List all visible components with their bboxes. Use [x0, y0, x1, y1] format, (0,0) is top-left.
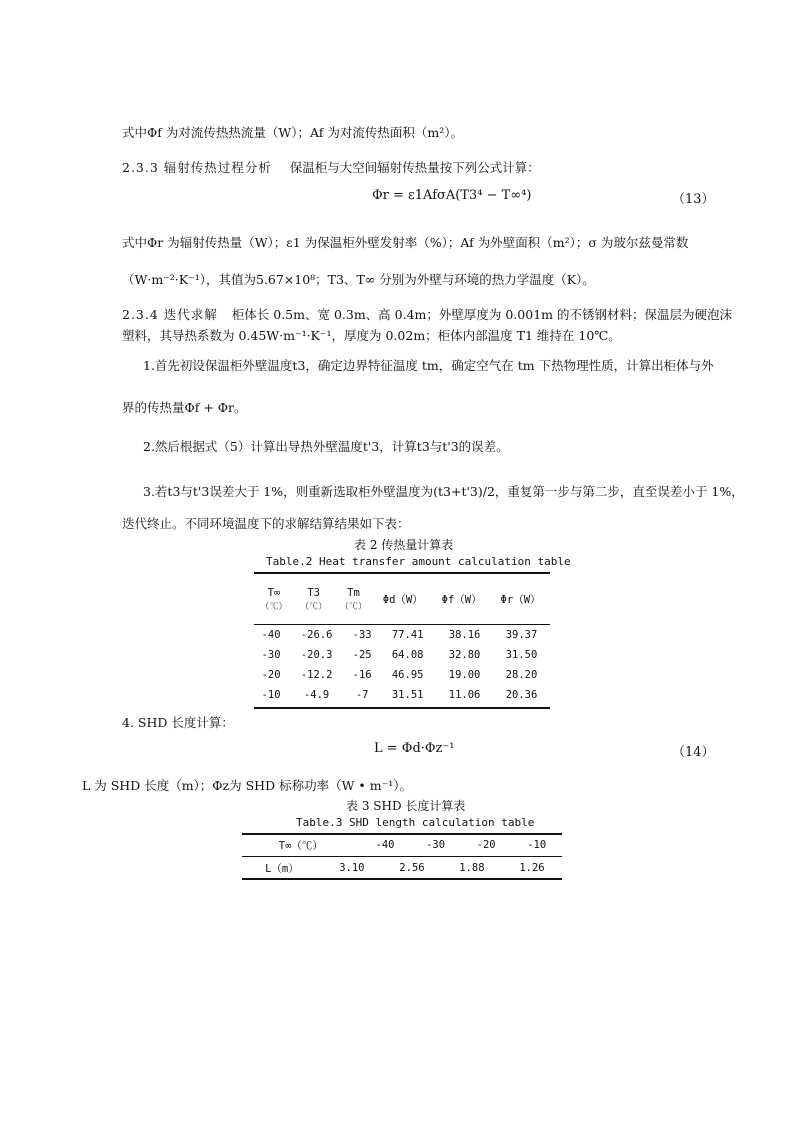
table-row	[254, 625, 550, 645]
table-cell: L（m）	[265, 862, 299, 875]
table-cell: -33	[352, 629, 372, 641]
table-3-mid-rule	[242, 856, 562, 857]
table-cell: 2.56	[399, 862, 425, 874]
table-cell: -25	[352, 649, 372, 661]
table-2-body	[254, 625, 550, 705]
table-header-row	[242, 835, 562, 855]
section-2-3-4-line2: 塑料，其导热系数为 0.45W·m⁻¹·K⁻¹，厚度为 0.02m；柜体内部温度 T1 维持在 10℃。	[122, 328, 621, 343]
section-text: 保温柜与大空间辐射传热量按下列公式计算：	[289, 160, 540, 175]
equation-14: L = Φd·Φz⁻¹	[374, 741, 455, 756]
step-3: 3.若t3与t'3误差大于 1%，则重新选取柜外壁温度为(t3+t'3)/2，重复第一步与第二步，直至误差小于 1%，	[143, 484, 744, 499]
table-cell: 38.16	[448, 629, 481, 641]
convection-definition: 式中Φf 为对流传热热流量（W）；Af 为对流传热面积（m²）。	[122, 125, 463, 140]
equation-13: Φr = ε1AfσA(T3⁴ − T∞⁴)	[372, 188, 532, 203]
table-cell: 1.26	[519, 862, 545, 874]
table-cell: -20.3	[300, 649, 333, 661]
table-cell: -40	[375, 839, 395, 851]
table-3-bottom-rule	[242, 878, 562, 880]
col-header: Φf（W）	[441, 593, 482, 606]
table-3-body	[242, 858, 562, 878]
table-2	[254, 576, 550, 622]
table-3-caption-en: Table.3 SHD length calculation table	[296, 816, 535, 829]
col-header: T∞ （℃）	[260, 586, 288, 612]
table-cell: 64.08	[391, 649, 424, 661]
table-cell: 28.20	[505, 669, 538, 681]
table-cell: -30	[426, 839, 446, 851]
table-2-top-rule	[254, 572, 550, 574]
radiation-definition-1: 式中Φr 为辐射传热量（W）；ε1 为保温柜外壁发射率（%）；Af 为外壁面积（m²）；σ 为玻尔兹曼常数	[122, 235, 689, 250]
table-row	[254, 665, 550, 685]
table-cell: 3.10	[339, 862, 365, 874]
equation-13-number: （13）	[672, 192, 715, 207]
table-cell: -30	[261, 649, 281, 661]
table-cell: -20	[261, 669, 281, 681]
section-2-3-4	[122, 305, 732, 323]
table-cell: -4.9	[303, 689, 330, 701]
table-cell: -16	[352, 669, 372, 681]
table-cell: -12.2	[300, 669, 333, 681]
col-header: T3 （℃）	[300, 586, 328, 612]
table-row	[254, 685, 550, 705]
table-row	[254, 645, 550, 665]
table-2-bottom-rule	[254, 707, 550, 709]
table-cell: -10	[527, 839, 547, 851]
col-header: Φr（W）	[500, 593, 541, 606]
shd-length-definition: L 为 SHD 长度（m）；Φz为 SHD 标称功率（W • m⁻¹）。	[82, 778, 412, 793]
table-cell: 77.41	[391, 629, 424, 641]
step-1: 1.首先初设保温柜外壁温度t3，确定边界特征温度 tm，确定空气在 tm 下热物理性质，计算出柜体与外	[143, 358, 714, 373]
table-cell: 31.51	[391, 689, 424, 701]
col-header: Φd（W）	[382, 593, 423, 606]
table-cell: 46.95	[391, 669, 424, 681]
section-heading: 2.3.4 迭代求解	[122, 307, 218, 322]
table-cell: -20	[476, 839, 496, 851]
step-3-cont: 迭代终止。不同环境温度下的求解结算结果如下表：	[122, 516, 410, 531]
table-cell: 20.36	[505, 689, 538, 701]
table-header-row	[254, 576, 550, 622]
table-cell: 19.00	[448, 669, 481, 681]
table-cell: 32.80	[448, 649, 481, 661]
table-cell: -7	[355, 689, 369, 701]
radiation-definition-2: （W·m⁻²·K⁻¹），其值为5.67×10⁸；T3、T∞ 分别为外壁与环境的热力学温度（K）。	[122, 272, 595, 287]
table-cell: -10	[261, 689, 281, 701]
table-cell: 39.37	[505, 629, 538, 641]
table-cell: 11.06	[448, 689, 481, 701]
table-cell: T∞（℃）	[278, 839, 323, 852]
step-2: 2.然后根据式（5）计算出导热外壁温度t'3，计算t3与t'3的误差。	[143, 439, 509, 454]
table-cell: -26.6	[300, 629, 333, 641]
table-cell: -40	[261, 629, 281, 641]
step-4: 4. SHD 长度计算：	[122, 715, 234, 730]
table-2-caption-en: Table.2 Heat transfer amount calculation table	[266, 555, 571, 568]
step-1-cont: 界的传热量Φf + Φr。	[122, 400, 247, 415]
table-3	[242, 835, 562, 855]
section-2-3-3	[122, 158, 540, 176]
table-2-caption: 表 2 传热量计算表	[354, 538, 454, 552]
table-3-caption: 表 3 SHD 长度计算表	[346, 799, 466, 813]
equation-14-number: （14）	[672, 745, 715, 760]
section-text: 柜体长 0.5m、宽 0.3m、高 0.4m；外壁厚度为 0.001m 的不锈钢材料；保温层为硬泡沫	[231, 307, 732, 322]
table-cell: 31.50	[505, 649, 538, 661]
table-cell: 1.88	[459, 862, 485, 874]
table-row	[242, 858, 562, 878]
col-header: Tm （℃）	[339, 586, 367, 612]
section-heading: 2.3.3 辐射传热过程分析	[122, 160, 272, 175]
